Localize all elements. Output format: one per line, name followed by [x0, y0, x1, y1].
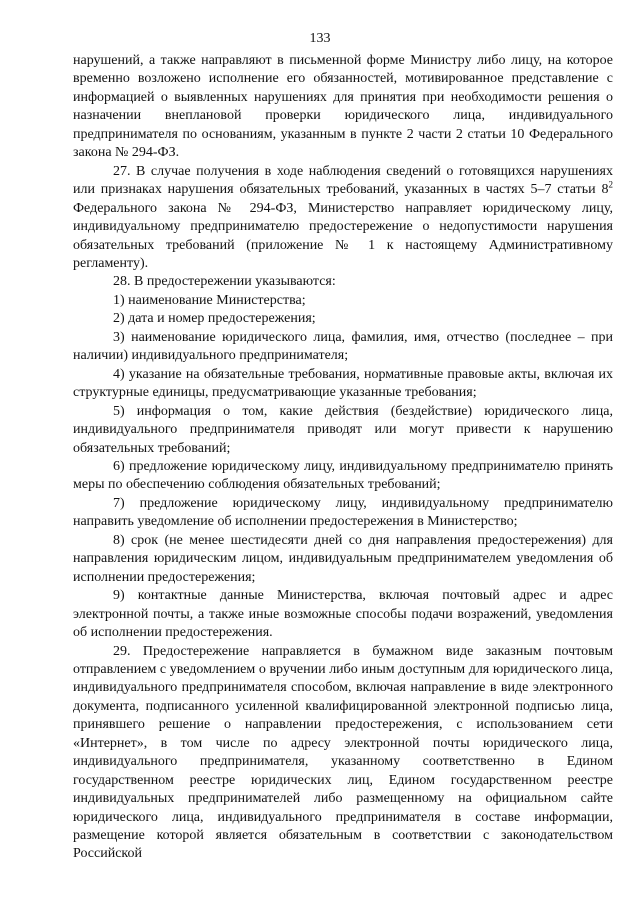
paragraph-29: 29. Предостережение направляется в бумажном виде заказным почтовым отправлением с уведомлением о вручении либо иным доступным для юридического лица, индивидуального предпринимателя способом, включая направление в виде электронного документа, подписанного усиленной квалифицированной электронной подписью лица, принявшего решение о направлении предостережения, с использованием сети «Интернет», в том числе по адресу электронной почты юридического лица, индивидуального предпринимателя, указанному соответственно в Едином государственном реестре юридических лиц, Едином государственном реестре индивидуальных предпринимателей либо размещенному на официальном сайте юридического лица, индивидуального предпринимателя в составе информации, размещение которой является обязательным в соответствии с законодательством Российской	[73, 643, 613, 862]
paragraph-27	[73, 163, 613, 274]
list-item-5: 5) информация о том, какие действия (бездействие) юридического лица, индивидуального предпринимателя приводят или могут привести к нарушению обязательных требований;	[73, 403, 613, 456]
list-item-6: 6) предложение юридическому лицу, индивидуальному предпринимателю принять меры по обеспечению соблюдения обязательных требований;	[73, 458, 613, 493]
paragraph-27-text-before: 27. В случае получения в ходе наблюдения сведений о готовящихся нарушениях или признаках нарушения обязательных требований, указанных в частях 5–7 статьи 8	[73, 163, 613, 198]
list-item-9: 9) контактные данные Министерства, включая почтовый адрес и адрес электронной почты, а также иные возможные способы подачи возражений, уведомления об исполнении предостережения.	[73, 588, 613, 641]
list-item-1: 1) наименование Министерства;	[113, 292, 306, 308]
paragraph-28: 28. В предостережении указываются:	[113, 274, 336, 290]
list-item-8: 8) срок (не менее шестидесяти дней со дня направления предостережения) для направления юридическим лицом, индивидуальным предпринимателем уведомления об исполнении предостережения;	[73, 532, 613, 585]
document-body	[73, 52, 613, 864]
paragraph-27-text-after: Федерального закона № 294-ФЗ, Министерство направляет юридическому лицу, индивидуальному предпринимателю предостережение о недопустимости нарушения обязательных требований (приложение № 1 к настоящему Административному регламенту).	[73, 200, 613, 271]
list-item-2: 2) дата и номер предостережения;	[113, 311, 316, 327]
list-item-4: 4) указание на обязательные требования, нормативные правовые акты, включая их структурные единицы, предусматривающие указанные требования;	[73, 366, 613, 401]
page-number: 133	[309, 31, 331, 46]
paragraph-27-superscript: 2	[608, 179, 613, 190]
paragraph-continuation: нарушений, а также направляют в письменной форме Министру либо лицу, на которое временно возложено исполнение его обязанностей, мотивированное представление с информацией о выявленных нарушениях для принятия при необходимости решения о назначении внеплановой проверки юридического лица, индивидуального предпринимателя по основаниям, указанным в пункте 2 части 2 статьи 10 Федерального закона № 294-ФЗ.	[73, 53, 613, 161]
list-item-7: 7) предложение юридическому лицу, индивидуальному предпринимателю направить уведомление об исполнении предостережения в Министерство;	[73, 495, 613, 530]
list-item-3: 3) наименование юридического лица, фамилия, имя, отчество (последнее – при наличии) индивидуального предпринимателя;	[73, 329, 613, 364]
